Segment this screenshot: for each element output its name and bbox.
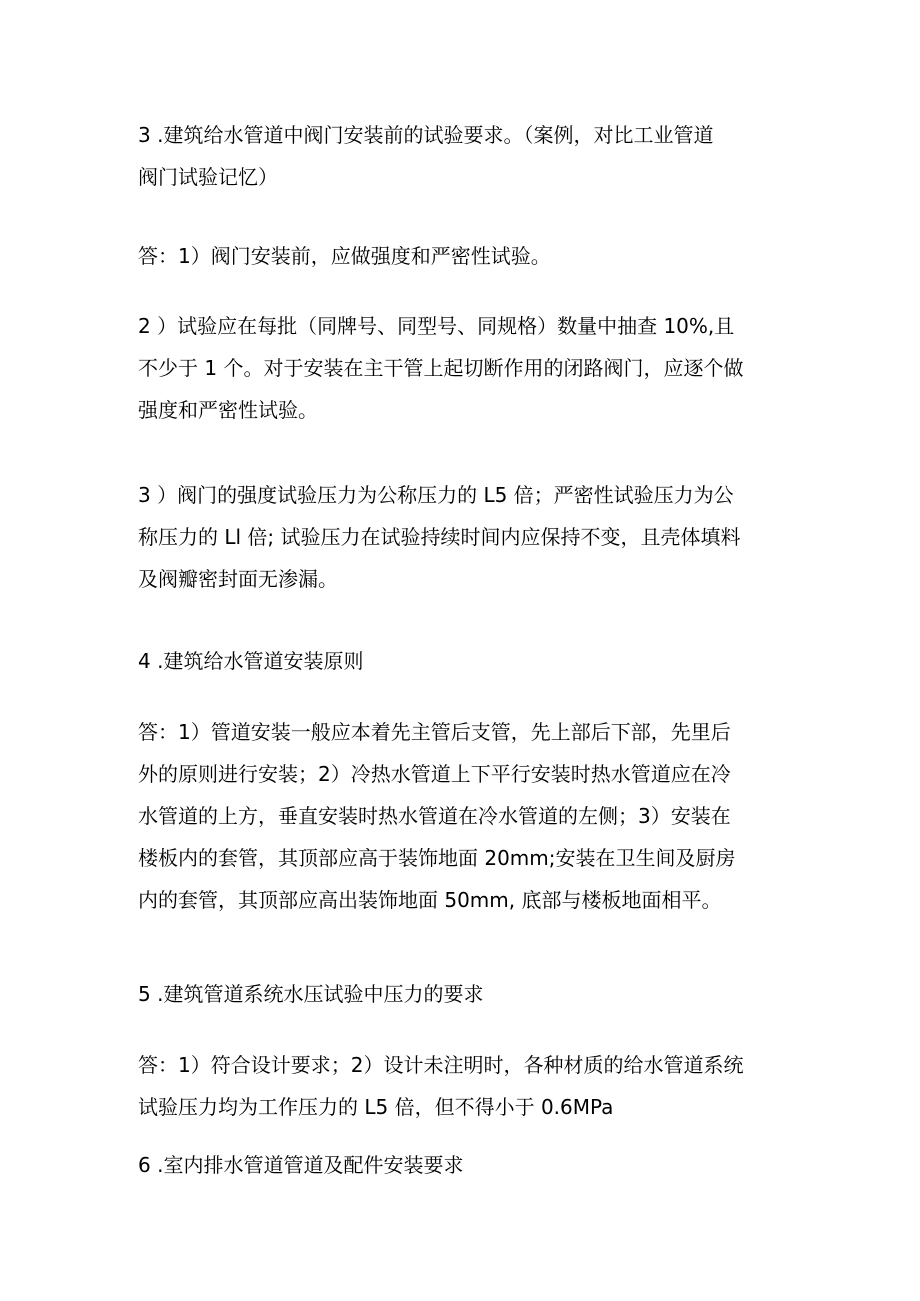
paragraph-q3-answer-3 xyxy=(138,474,788,600)
text-line: 答：1）符合设计要求；2）设计未注明时，各种材质的给水管道系统 xyxy=(138,1053,744,1077)
text-line: 2 ）试验应在每批（同牌号、同型号、同规格）数量中抽查 10%,且 xyxy=(138,314,735,338)
text-line: 强度和严密性试验。 xyxy=(138,398,318,422)
text-line: 及阀瓣密封面无渗漏。 xyxy=(138,567,338,591)
text-line: 答：1）管道安装一般应本着先主管后支管，先上部后下部，先里后 xyxy=(138,720,731,744)
text-line: 称压力的 Ll 倍; 试验压力在试验持续时间内应保持不变，且壳体填料 xyxy=(138,525,741,549)
paragraph-q3-answer-2 xyxy=(138,305,788,431)
text-line: 答：1）阀门安装前，应做强度和严密性试验。 xyxy=(138,244,551,268)
paragraph-q5-answer xyxy=(138,1044,788,1128)
paragraph-q3-heading xyxy=(138,114,788,198)
text-line: 阀门试验记忆） xyxy=(138,165,278,189)
text-line: 内的套管，其顶部应高出装饰地面 50mm, 底部与楼板地面相平。 xyxy=(138,888,722,912)
text-line: 楼板内的套管，其顶部应高于装饰地面 20mm;安装在卫生间及厨房 xyxy=(138,846,736,870)
text-line: 外的原则进行安装；2）冷热水管道上下平行安装时热水管道应在冷 xyxy=(138,762,731,786)
text-line: 5 .建筑管道系统水压试验中压力的要求 xyxy=(138,982,484,1006)
text-line: 水管道的上方，垂直安装时热水管道在冷水管道的左侧；3）安装在 xyxy=(138,804,731,828)
paragraph-q3-answer-1 xyxy=(138,235,788,277)
paragraph-q4-answer xyxy=(138,711,788,921)
text-line: 3 .建筑给水管道中阀门安装前的试验要求。（案例，对比工业管道 xyxy=(138,123,714,147)
paragraph-q6-heading xyxy=(138,1150,788,1180)
paragraph-q4-heading xyxy=(138,640,788,682)
text-line: 6 .室内排水管道管道及配件安装要求 xyxy=(138,1153,464,1177)
text-line: 不少于 1 个。对于安装在主干管上起切断作用的闭路阀门，应逐个做 xyxy=(138,356,744,380)
text-line: 4 .建筑给水管道安装原则 xyxy=(138,649,364,673)
text-line: 试验压力均为工作压力的 L5 倍，但不得小于 0.6MPa xyxy=(138,1095,614,1119)
paragraph-q5-heading xyxy=(138,973,788,1015)
text-line: 3 ）阀门的强度试验压力为公称压力的 L5 倍；严密性试验压力为公 xyxy=(138,483,734,507)
